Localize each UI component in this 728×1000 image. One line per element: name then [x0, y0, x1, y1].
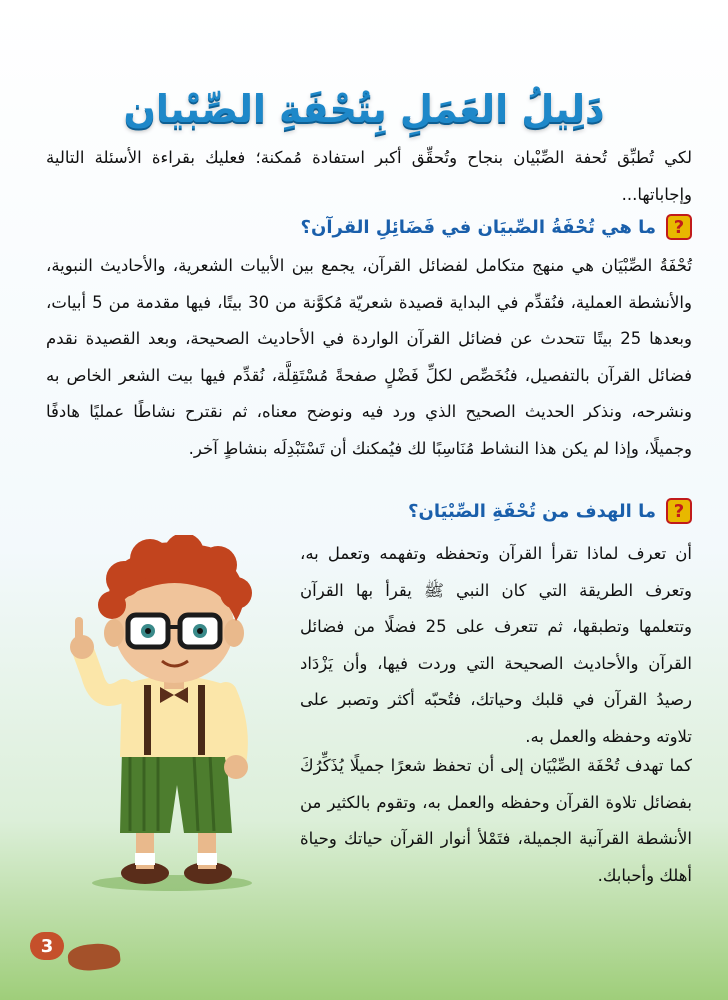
answer-paragraph-1: تُحْفَةُ الصِّبْيَان هي منهج متكامل لفضائل القرآن، يجمع بين الأبيات الشعرية، والأحاديث النبوية، والأنشطة العملية، فنُقدِّم في البداية قصيدة شعريّة مُكوَّنة من 30 بيتًا، فيها مقدمة من 5 أبيات، وبعدها 25 بيتًا تتحدث عن فضائل القرآن الواردة في الأحاديث الصحيحة، وبعد القصيدة نقدم فضائل القرآن بالتفصيل، فنُخَصِّص لكلِّ فَضْلٍ صفحةً مُسْتَقِلَّة، نُقدِّم فيها بيت الشعر الخاص به ونشرحه، ونذكر الحديث الصحيح الذي ورد فيه ونوضح معناه، ثم نقترح نشاطًا عمليًا هادفًا وجميلًا، وإذا لم يكن هذا النشاط مُنَاسِبًا لك فيُمكنك أن تَسْتَبْدِلَه بنشاطٍ آخر. — [46, 256, 692, 458]
page-number: 3 — [30, 932, 64, 960]
answer-paragraph-3: كما تهدف تُحْفَة الصِّبْيَان إلى أن تحفظ شعرًا جميلًا يُذَكِّرُكَ بفضائل تلاوة القرآن وحفظه والعمل به، وتقوم بالكثير من الأنشطة القرآنية الجميلة، فتَمْلأ أنوار القرآن حياتك وحياة أهلك وأحبابك. — [300, 756, 692, 885]
question-text-1: ما هي تُحْفَةُ الصِّبيَان في فَضَائِلِ القرآن؟ — [300, 216, 656, 238]
question-mark-icon: ? — [666, 498, 692, 524]
question-mark-icon: ? — [666, 214, 692, 240]
question-heading-2 — [408, 498, 692, 524]
decorative-stone — [67, 941, 121, 972]
boy-illustration — [40, 535, 270, 895]
page-title: دَلِيلُ العَمَلِ بِتُحْفَةِ الصِّبْيان — [123, 87, 605, 132]
question-text-2: ما الهدف من تُحْفَةِ الصِّبْيَان؟ — [408, 500, 656, 522]
question-heading-1 — [301, 214, 692, 240]
answer-paragraph-2: أن تعرف لماذا تقرأ القرآن وتحفظه وتفهمه وتعمل به، وتعرف الطريقة التي كان النبي ﷺ يقرأ بها القرآن وتتعلمها وتطبقها، ثم تتعرف على 25 فضلًا من فضائل القرآن والأحاديث الصحيحة التي وردت فيها، وأن يَزْدَاد رصيدُ القرآن في قلبك وحياتك، فتُحبّه أكثر وتصبر على تلاوته وحفظه والعمل به. — [300, 544, 692, 746]
intro-paragraph: لكي تُطبِّق تُحفة الصِّبْيان بنجاح وتُحقِّق أكبر استفادة مُمكنة؛ فعليك بقراءة الأسئلة التالية وإجاباتها... — [46, 148, 692, 204]
